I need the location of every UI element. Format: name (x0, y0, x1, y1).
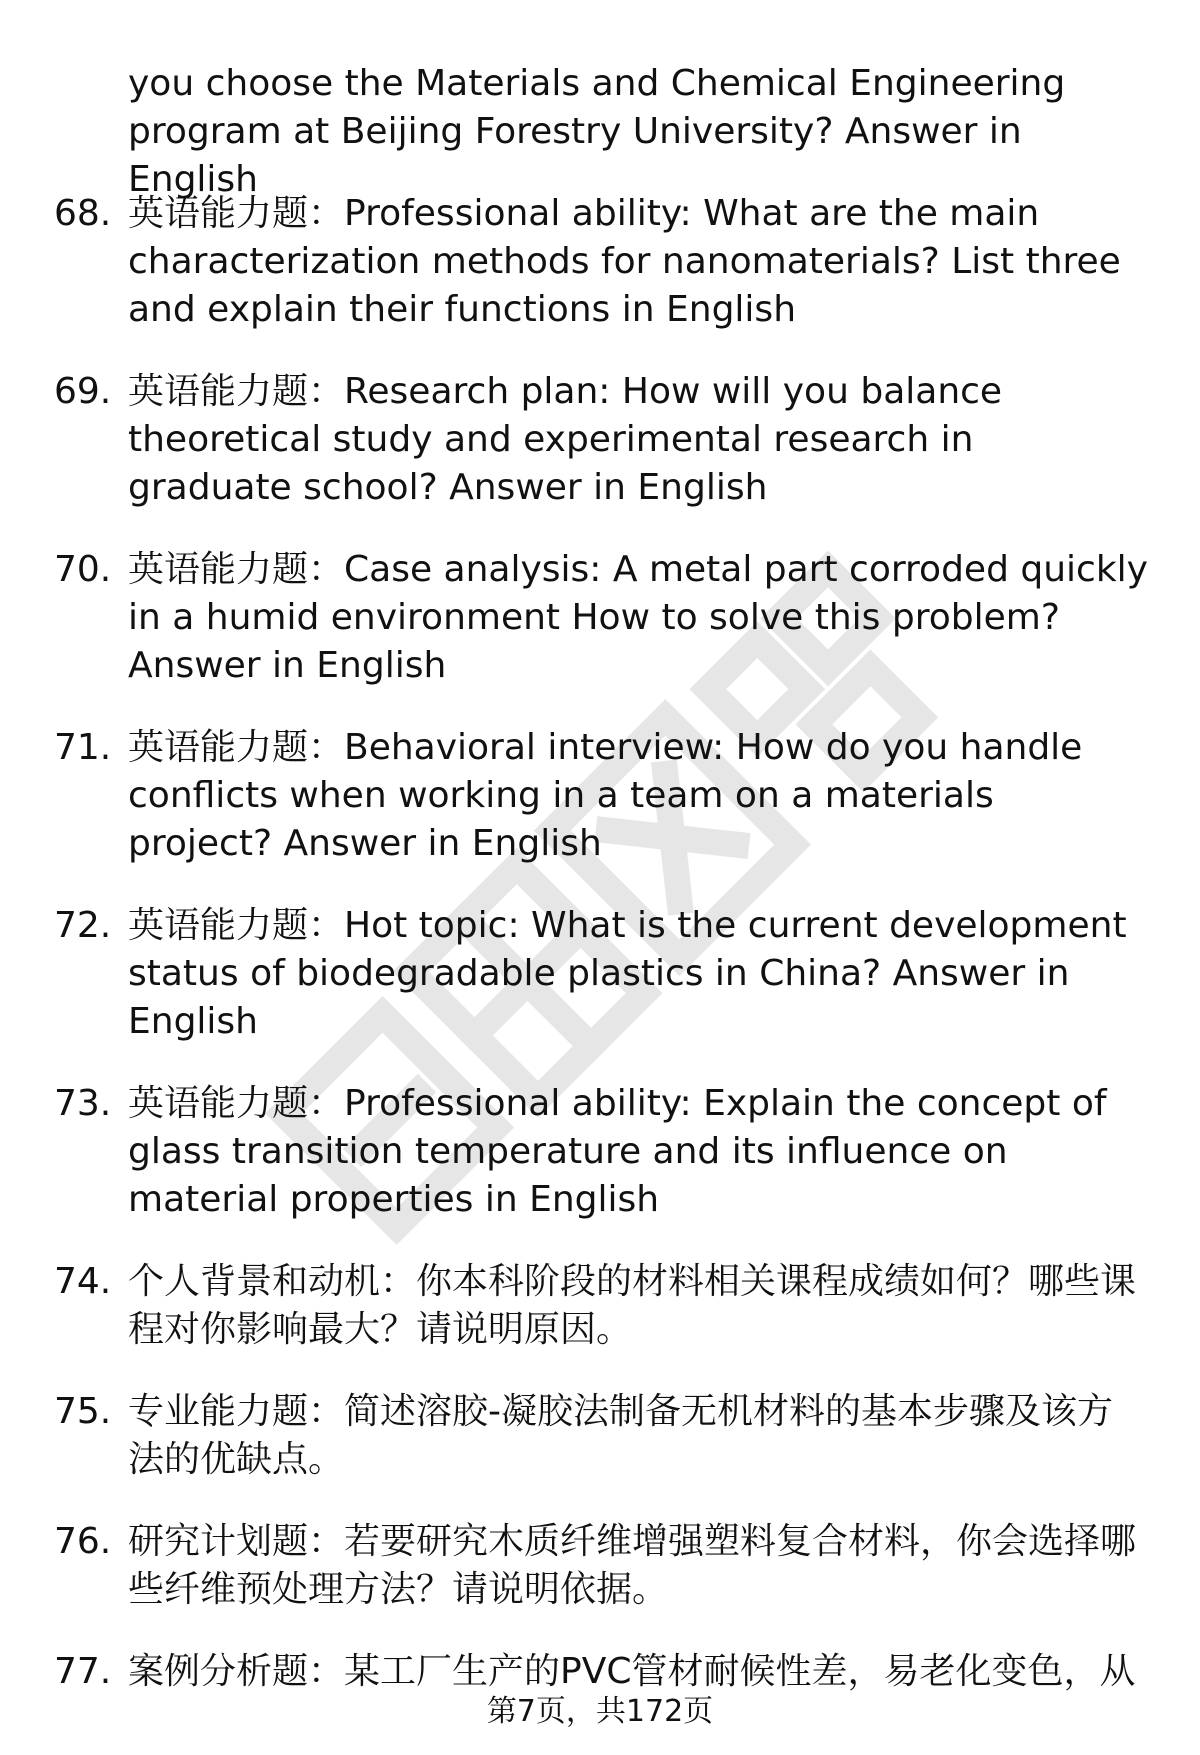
question-text: 案例分析题：某工厂生产的PVC管材耐候性差，易老化变色，从 (128, 1651, 1136, 1692)
question-item (0, 1648, 1200, 1696)
question-text: 英语能力题：Case analysis: A metal part corroded quickly in a humid environment How to solve this problem? Answer in English (128, 549, 1148, 686)
question-number: 72. (54, 905, 112, 946)
question-number: 75. (54, 1391, 112, 1432)
question-text: 英语能力题：Hot topic: What is the current development status of biodegradable plastics in China? Answer in English (128, 905, 1127, 1042)
question-text: 个人背景和动机：你本科阶段的材料相关课程成绩如何？哪些课程对你影响最大？请说明原因。 (128, 1261, 1137, 1350)
continued-question-text: you choose the Materials and Chemical Engineering program at Beijing Forestry University? Answer in English (128, 63, 1066, 200)
question-list (0, 190, 1200, 1730)
question-number: 73. (54, 1083, 112, 1124)
question-text: 英语能力题：Professional ability: What are the main characterization methods for nanomaterials? List three and explain their functions in English (128, 193, 1121, 330)
question-text: 英语能力题：Research plan: How will you balance theoretical study and experimental research in graduate school? Answer in English (128, 371, 1003, 508)
question-number: 74. (54, 1261, 112, 1302)
page-footer: 第7页，共172页 (486, 1694, 714, 1729)
question-text: 研究计划题：若要研究木质纤维增强塑料复合材料，你会选择哪些纤维预处理方法？请说明依据。 (128, 1521, 1137, 1610)
question-item (0, 1518, 1200, 1614)
question-number: 70. (54, 549, 112, 590)
question-number: 68. (54, 193, 112, 234)
question-item (0, 724, 1200, 868)
question-item (0, 1080, 1200, 1224)
question-item (0, 190, 1200, 334)
question-number: 69. (54, 371, 112, 412)
question-item (0, 902, 1200, 1046)
question-text: 英语能力题：Behavioral interview: How do you handle conflicts when working in a team on a materials project? Answer in English (128, 727, 1083, 864)
question-text: 英语能力题：Professional ability: Explain the concept of glass transition temperature and its influence on material properties in English (128, 1083, 1107, 1220)
question-item (0, 1258, 1200, 1354)
question-item (0, 546, 1200, 690)
question-number: 77. (54, 1651, 112, 1692)
question-number: 71. (54, 727, 112, 768)
question-text: 专业能力题：简述溶胶-凝胶法制备无机材料的基本步骤及该方法的优缺点。 (128, 1391, 1113, 1480)
question-item (0, 368, 1200, 512)
question-item (0, 1388, 1200, 1484)
question-number: 76. (54, 1521, 112, 1562)
